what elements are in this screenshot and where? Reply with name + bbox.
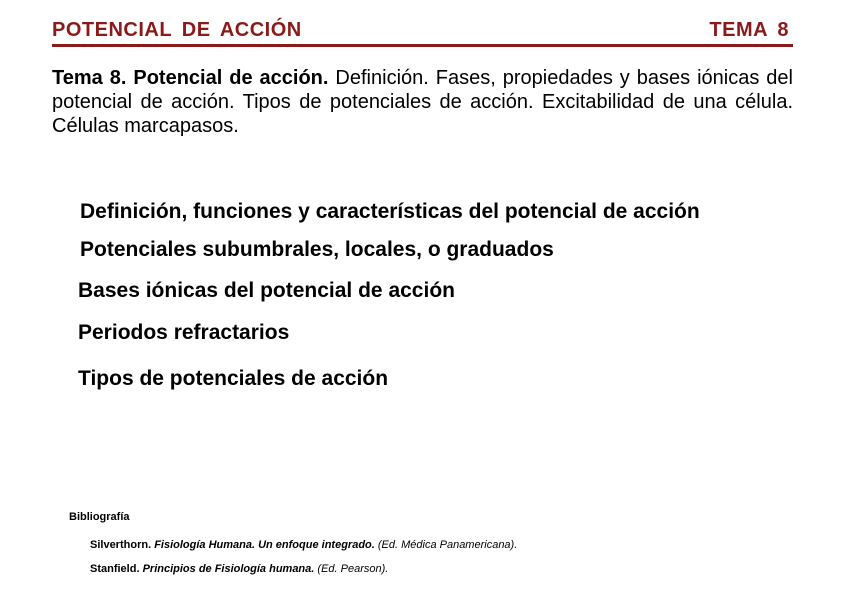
bibliography-ref: [90, 538, 517, 552]
bibliography-heading: Bibliografía: [69, 511, 130, 523]
summary-title: Tema 8. Potencial de acción.: [52, 67, 329, 89]
ref-book: Fisiología Humana. Un enfoque integrado.: [154, 539, 375, 551]
topic-item: Definición, funciones y características del potencial de acción: [80, 200, 700, 223]
ref-author: Silverthorn.: [90, 539, 152, 551]
topic-item: Periodos refractarios: [78, 321, 290, 344]
ref-publisher: (Ed. Médica Panamericana).: [377, 539, 518, 551]
topic-item: Bases iónicas del potencial de acción: [78, 279, 455, 302]
header-tema-number: TEMA 8: [709, 19, 789, 41]
topic-item: Tipos de potenciales de acción: [78, 367, 389, 390]
header-title: POTENCIAL DE ACCIÓN: [52, 19, 302, 41]
ref-book: Principios de Fisiología humana.: [142, 563, 315, 575]
topic-summary: [52, 66, 793, 138]
ref-publisher: (Ed. Pearson).: [317, 563, 389, 575]
ref-author: Stanfield.: [90, 563, 140, 575]
page-header: [52, 18, 793, 47]
bibliography-ref: [90, 562, 388, 576]
summary-text: Definición. Fases, propiedades y bases iónicas del potencial de acción. Tipos de potenciales de acción. Excitabilidad de una célula. Células marcapasos.: [52, 67, 793, 137]
topic-item: Potenciales subumbrales, locales, o graduados: [80, 238, 554, 261]
